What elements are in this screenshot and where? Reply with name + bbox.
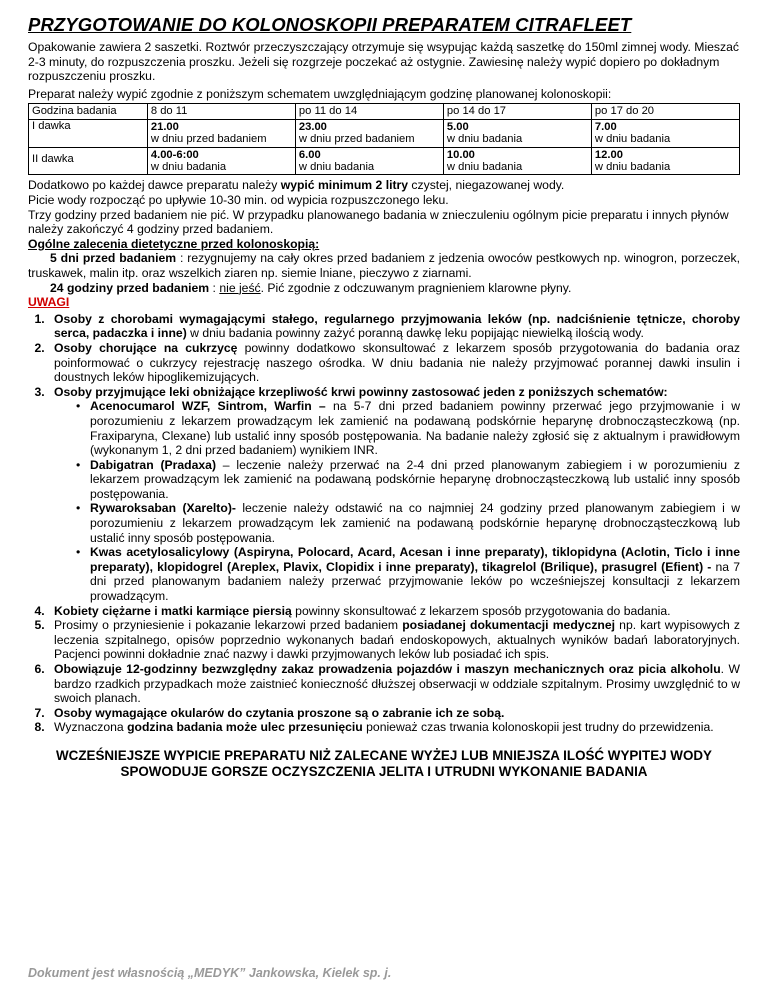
dose-time: 4.00-6:00 (150, 148, 199, 161)
notes-list (28, 312, 740, 735)
dose-note: w dniu badania (446, 161, 523, 173)
table-cell (295, 147, 443, 175)
dose-time: 7.00 (594, 120, 617, 133)
table-cell (147, 147, 295, 175)
bullet-icon: • (76, 457, 81, 472)
table-cell (443, 119, 591, 147)
bullet-icon: • (76, 545, 81, 560)
dose-time: 10.00 (446, 148, 475, 161)
page-title: PRZYGOTOWANIE DO KOLONOSKOPII PREPARATEM CITRAFLEET (28, 14, 632, 35)
list-item: 8. Wyznaczona godzina badania może ulec przesunięciu ponieważ czas trwania kolonoskopii jest trudny do przewidzenia. (48, 720, 740, 735)
row-label: II dawka (29, 147, 148, 175)
dose-time: 12.00 (594, 148, 623, 161)
list-item: • Acenocumarol WZF, Sintrom, Warfin – na 5-7 dni przed badaniem powinny przerwać jego przyjmowanie i w porozumieniu z lekarzem prowadzącym lek zamienić na podawaną podskórnie heparynę drobnocząsteczkową (np. Fraxiparyna, Clexane) lub ustalić inny sposób postępowania. Na badanie należy zgłosić się z aktualnym i prawidłowym (wykonanym 1, 2 dni przed badaniem) wynikiem INR. (76, 399, 741, 458)
dosing-schedule-table (28, 103, 740, 175)
water-instruction: Dodatkowo po każdej dawce preparatu należy wypić minimum 2 litry czystej, niegazowanej wody. (28, 178, 565, 193)
table-row-dose-1 (29, 119, 740, 147)
bullet-icon: • (76, 501, 81, 516)
document-page (28, 14, 740, 780)
header-cell: po 11 do 14 (295, 104, 443, 119)
final-warning: WCZEŚNIEJSZE WYPICIE PREPARATU NIŻ ZALECANE WYŻEJ LUB MNIEJSZA ILOŚĆ WYPITEJ WODY SPOWODUJE GORSZE OCZYSZCZENIA JELITA I UTRUDNI WYKONANIE BADANIA (56, 747, 712, 779)
list-item: 4. Kobiety ciężarne i matki karmiące piersią powinny skonsultować z lekarzem sposób przygotowania do badania. (48, 604, 740, 619)
list-item: 2. Osoby chorujące na cukrzycę powinny dodatkowo skonsultować z lekarzem sposób przygotowania do badania oraz poinformować o cukrzycy rejestrację naszego ośrodka. W dniu badania nie należy przyjmować porannej dawki insulin i doustnych leków hipoglikemizujących. (48, 341, 740, 385)
schedule-intro: Preparat należy wypić zgodnie z poniższym schematem uwzględniającym godzinę planowanej kolonoskopii: (28, 86, 612, 101)
header-cell: po 17 do 20 (591, 104, 739, 119)
header-cell: 8 do 11 (147, 104, 295, 119)
diet-five-days: 5 dni przed badaniem : rezygnujemy na cały okres przed badaniem z jedzenia owoców pestkowych np. winogron, porzeczek, truskawek, malin itp. oraz wszelkich ziaren np. siemie lniane, pieczywo z ziarnami. (28, 251, 740, 280)
uwagi-heading: UWAGI (28, 295, 70, 310)
list-item: 3. Osoby przyjmujące leki obniżające krzepliwość krwi powinny zastosować jeden z poniższych schematów: • Acenocumarol WZF, Sintrom, Warfin – na 5-7 dni przed badaniem powinny przerwać jego przyjmowanie i w porozumieniu z lekarzem prowadzącym lek zamienić na podawaną podskórnie heparynę drobnocząsteczkową (np. Fraxiparyna, Clexane) lub ustalić inny sposób postępowania. Na badanie należy zgłosić się z aktualnym i prawidłowym (wykonanym 1, 2 dni przed badaniem) wynikiem INR. • Dabigatran (Pradaxa) – leczenie należy przerwać na 2-4 dni przed planowanym zabiegiem i w porozumieniu z lekarzem prowadzącym lek zamienić na podawaną podskórnie heparynę drobnocząsteczkową lub ustalić inny sposób postępowania. • Rywaroksaban (Xarelto)- leczenie należy odstawić na co najmniej 24 godziny przed planowanym zabiegiem i w porozumieniu z lekarzem prowadzącym lek zamienić na podawaną podskórnie heparynę drobnocząsteczkową lub ustalić inny sposób postępowania. • Kwas acetylosalicylowy (Aspiryna, Polocard, Acard, Acesan i inne preparaty), tiklopidyna (Aclotin, Ticlo i inne preparaty), klopidogrel (Areplex, Plavix, Clopidix i inne preparaty), tikagrelol (Brilique), prasugrel (Efient) - na 7 dni przed planowanym badaniem należy przerwać przyjmowanie leków po wcześniejszej konsultacji z lekarzem prowadzącym. (48, 385, 740, 604)
dose-note: w dniu badania (298, 161, 375, 173)
dose-note: w dniu badania (446, 133, 523, 146)
table-header-row (29, 104, 740, 119)
dose-time: 21.00 (150, 120, 179, 133)
document-footer: Dokument jest własnością „MEDYK” Jankowska, Kielek sp. j. (28, 966, 392, 980)
table-cell (147, 119, 295, 147)
dose-note: w dniu przed badaniem (298, 133, 415, 146)
dose-note: w dniu badania (594, 133, 671, 146)
list-item: 5. Prosimy o przyniesienie i pokazanie lekarzowi przed badaniem posiadanej dokumentacji medycznej np. kart wypisowych z leczenia szpitalnego, opisów poprzednio wykonanych badań endoskopowych, aktualnych wyników badań laboratoryjnych. Pacjenci powinni dokładnie znać nazwy i dawki przyjmowanych leków lub posiadać ich spis. (48, 618, 740, 662)
fasting-instruction: Trzy godziny przed badaniem nie pić. W przypadku planowanego badania w znieczuleniu ogólnym picie preparatu i innych płynów należy zakończyć 4 godziny przed badaniem. (28, 207, 729, 237)
dose-time: 23.00 (298, 120, 327, 133)
table-cell (591, 119, 739, 147)
table-row-dose-2 (29, 147, 740, 175)
list-item: • Dabigatran (Pradaxa) – leczenie należy przerwać na 2-4 dni przed planowanym zabiegiem i w porozumieniu z lekarzem prowadzącym lek zamienić na podawaną podskórnie heparynę drobnocząsteczkową lub ustalić inny sposób postępowania. (76, 457, 740, 501)
table-cell (591, 147, 739, 175)
list-item: • Kwas acetylosalicylowy (Aspiryna, Polocard, Acard, Acesan i inne preparaty), tiklopidyna (Aclotin, Ticlo i inne preparaty), klopidogrel (Areplex, Plavix, Clopidix i inne preparaty), tikagrelol (Brilique), prasugrel (Efient) - na 7 dni przed planowanym badaniem należy przerwać przyjmowanie leków po wcześniejszej konsultacji z lekarzem prowadzącym. (76, 545, 740, 604)
dose-time: 6.00 (298, 148, 321, 161)
list-item: • Rywaroksaban (Xarelto)- leczenie należy odstawić na co najmniej 24 godziny przed planowanym zabiegiem i w porozumieniu z lekarzem prowadzącym lek zamienić na podawaną podskórnie heparynę drobnocząsteczkową lub ustalić inny sposób postępowania. (76, 501, 741, 545)
water-amount: wypić minimum 2 litry (280, 178, 409, 193)
header-cell: Godzina badania (29, 104, 148, 119)
table-cell (443, 147, 591, 175)
dose-note: w dniu badania (150, 161, 227, 173)
table-cell (295, 119, 443, 147)
anticoagulant-list (54, 399, 740, 603)
header-cell: po 14 do 17 (443, 104, 591, 119)
row-label: I dawka (29, 119, 148, 147)
list-item: 7. Osoby wymagające okularów do czytania proszone są o zabranie ich ze sobą. (48, 706, 740, 721)
intro-paragraph: Opakowanie zawiera 2 saszetki. Roztwór przeczyszczający otrzymuje się wsypując każdą saszetkę do 150ml zimnej wody. Mieszać 2-3 minuty, do rozpuszczenia proszku. Jeżeli się rozgrzeje poczekać aż ostygnie. Zawiesinę należy wypić dopiero po dokładnym rozpuszczeniu proszku. (28, 40, 739, 84)
bullet-icon: • (76, 399, 81, 414)
water-timing: Picie wody rozpocząć po upływie 10-30 min. od wypicia rozpuszczonego leku. (28, 193, 449, 207)
diet-heading: Ogólne zalecenia dietetyczne przed kolonoskopią: (28, 236, 320, 251)
dose-time: 5.00 (446, 120, 469, 133)
dose-note: w dniu badania (594, 161, 671, 173)
list-item: 1. Osoby z chorobami wymagającymi stałego, regularnego przyjmowania leków (np. nadciśnienie tętnicze, choroby serca, padaczka i inne) w dniu badania powinny zażyć poranną dawkę leku popijając niewielką ilością wody. (48, 312, 740, 341)
dose-note: w dniu przed badaniem (150, 133, 267, 146)
list-item: 6. Obowiązuje 12-godzinny bezwzględny zakaz prowadzenia pojazdów i maszyn mechanicznych oraz picia alkoholu. W bardzo rzadkich przypadkach może zaistnieć konieczność dłuższej obserwacji w oddziale szpitalnym. Prosimy uwzględnić to w swoich planach. (48, 662, 740, 706)
diet-24-hours: 24 godziny przed badaniem : nie jeść. Pić zgodnie z odczuwanym pragnieniem klarowne płyny. (50, 280, 572, 295)
